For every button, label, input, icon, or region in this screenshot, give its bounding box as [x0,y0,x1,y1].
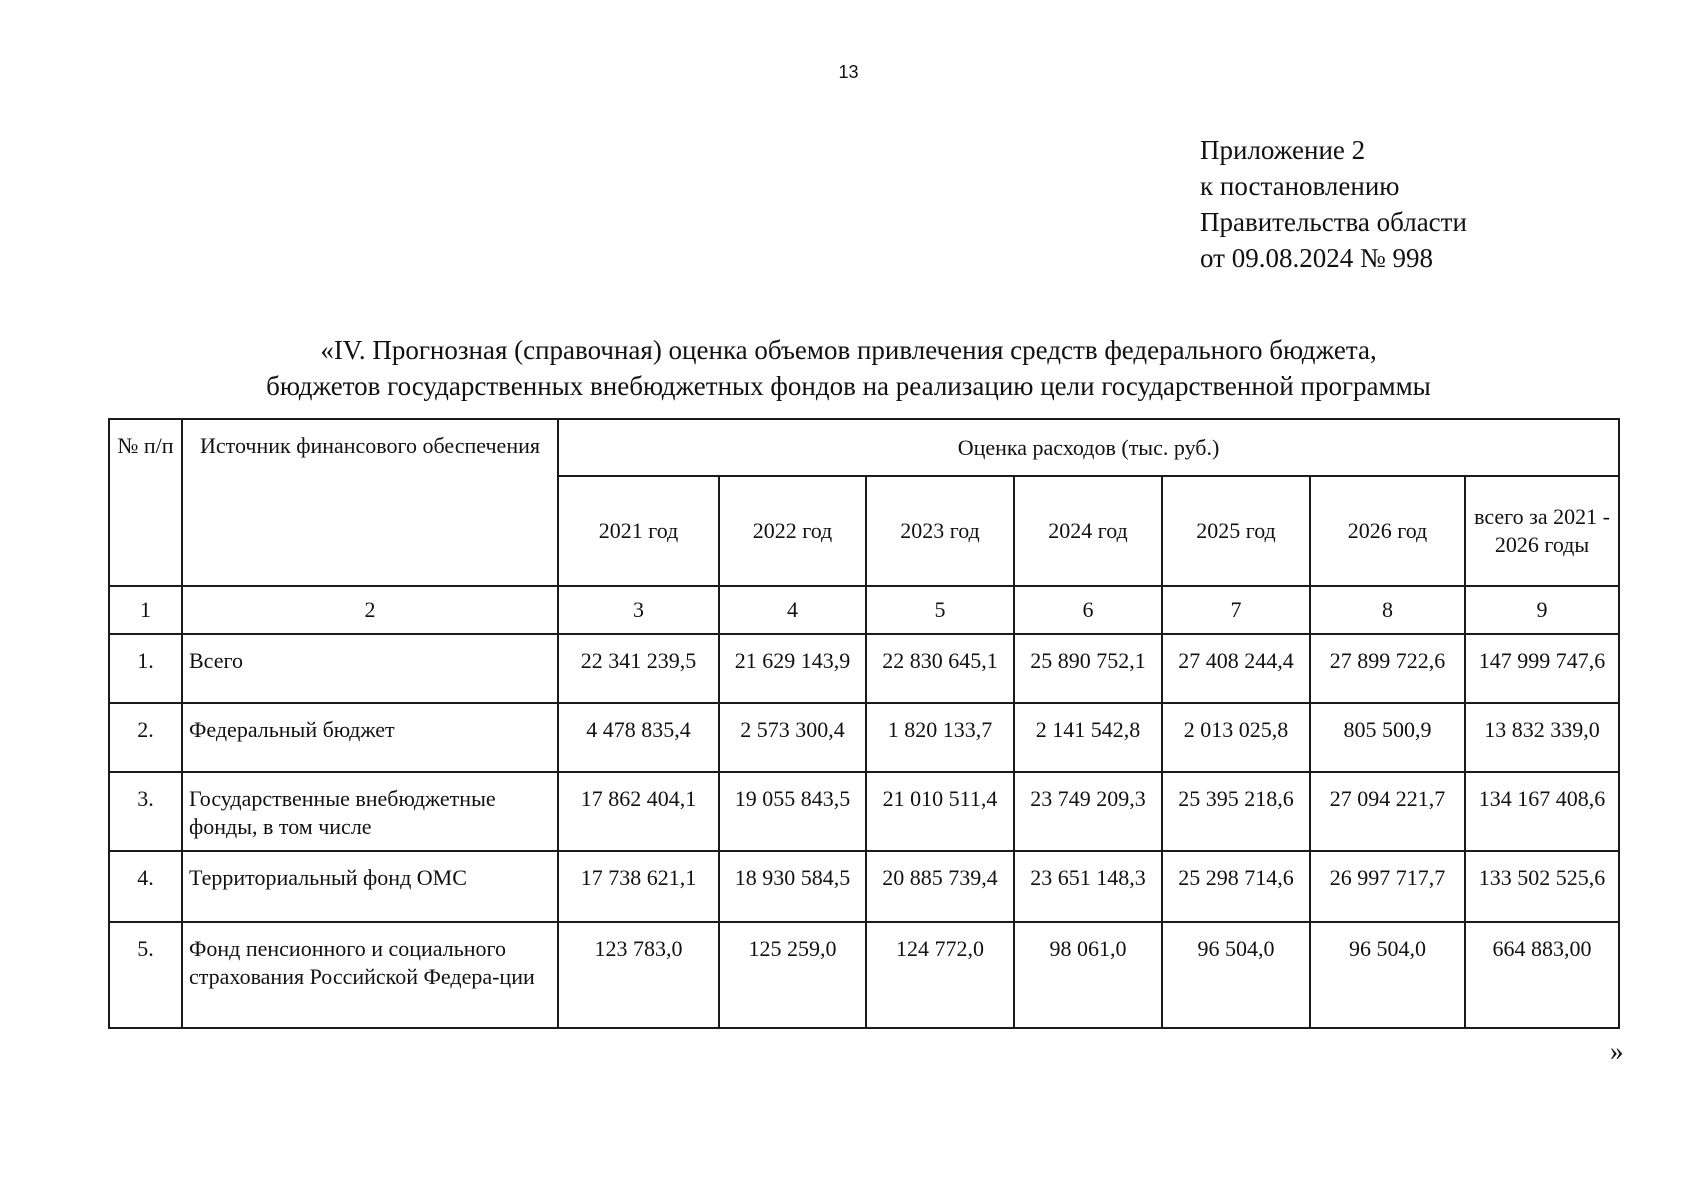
header-expense-estimate: Оценка расходов (тыс. руб.) [558,419,1619,476]
row-value: 2 573 300,4 [719,703,866,772]
row-value: 27 094 221,7 [1310,772,1465,851]
table-row [109,703,1619,772]
row-number: 3. [109,772,182,851]
header-year-2021: 2021 год [558,476,719,586]
header-row-number: № п/п [109,419,182,586]
row-value: 19 055 843,5 [719,772,866,851]
section-title-line-1: «IV. Прогнозная (справочная) оценка объемов привлечения средств федерального бюджета, [320,335,1377,365]
table-row [109,634,1619,703]
row-value: 124 772,0 [866,922,1014,1028]
header-year-2024: 2024 год [1014,476,1162,586]
row-value: 133 502 525,6 [1465,851,1619,922]
row-value: 22 341 239,5 [558,634,719,703]
row-value: 26 997 717,7 [1310,851,1465,922]
row-value: 13 832 339,0 [1465,703,1619,772]
header-source: Источник финансового обеспечения [182,419,558,586]
table-row [109,922,1619,1028]
column-number: 6 [1014,586,1162,634]
table-row [109,851,1619,922]
column-number: 9 [1465,586,1619,634]
row-value: 18 930 584,5 [719,851,866,922]
appendix-line-2: к постановлению [1200,171,1400,201]
header-year-2026: 2026 год [1310,476,1465,586]
row-value: 25 298 714,6 [1162,851,1310,922]
row-value: 96 504,0 [1310,922,1465,1028]
row-source: Территориальный фонд ОМС [182,851,558,922]
row-number: 2. [109,703,182,772]
row-source: Фонд пенсионного и социального страхования Российской Федера-ции [182,922,558,1028]
row-value: 17 738 621,1 [558,851,719,922]
section-title-line-2: бюджетов государственных внебюджетных фондов на реализацию цели государственной программы [266,371,1431,401]
header-total: всего за 2021 - 2026 годы [1465,476,1619,586]
row-value: 123 783,0 [558,922,719,1028]
row-number: 1. [109,634,182,703]
row-value: 1 820 133,7 [866,703,1014,772]
row-source: Всего [182,634,558,703]
row-value: 4 478 835,4 [558,703,719,772]
row-value: 27 408 244,4 [1162,634,1310,703]
row-source: Государственные внебюджетные фонды, в том числе [182,772,558,851]
column-number: 8 [1310,586,1465,634]
row-number: 5. [109,922,182,1028]
budget-table [108,418,1620,1029]
row-number: 4. [109,851,182,922]
row-value: 27 899 722,6 [1310,634,1465,703]
row-value: 22 830 645,1 [866,634,1014,703]
header-year-2025: 2025 год [1162,476,1310,586]
section-title [0,332,1697,404]
row-value: 2 013 025,8 [1162,703,1310,772]
column-number: 5 [866,586,1014,634]
row-value: 664 883,00 [1465,922,1619,1028]
row-value: 805 500,9 [1310,703,1465,772]
appendix-line-1: Приложение 2 [1200,135,1366,165]
header-year-2023: 2023 год [866,476,1014,586]
table-row [109,772,1619,851]
row-value: 134 167 408,6 [1465,772,1619,851]
row-value: 96 504,0 [1162,922,1310,1028]
page-number: 13 [838,62,859,82]
row-value: 25 890 752,1 [1014,634,1162,703]
column-number: 3 [558,586,719,634]
column-number: 2 [182,586,558,634]
appendix-line-3: Правительства области [1200,207,1467,237]
row-value: 21 629 143,9 [719,634,866,703]
appendix-line-4: от 09.08.2024 № 998 [1200,243,1433,273]
row-value: 25 395 218,6 [1162,772,1310,851]
row-value: 2 141 542,8 [1014,703,1162,772]
row-value: 125 259,0 [719,922,866,1028]
appendix-block [1200,132,1467,276]
column-number: 7 [1162,586,1310,634]
column-numbers-row [109,586,1619,634]
row-source: Федеральный бюджет [182,703,558,772]
row-value: 21 010 511,4 [866,772,1014,851]
closing-quote: » [1610,1036,1624,1066]
header-year-2022: 2022 год [719,476,866,586]
row-value: 23 651 148,3 [1014,851,1162,922]
row-value: 17 862 404,1 [558,772,719,851]
column-number: 1 [109,586,182,634]
column-number: 4 [719,586,866,634]
row-value: 98 061,0 [1014,922,1162,1028]
row-value: 20 885 739,4 [866,851,1014,922]
row-value: 23 749 209,3 [1014,772,1162,851]
row-value: 147 999 747,6 [1465,634,1619,703]
